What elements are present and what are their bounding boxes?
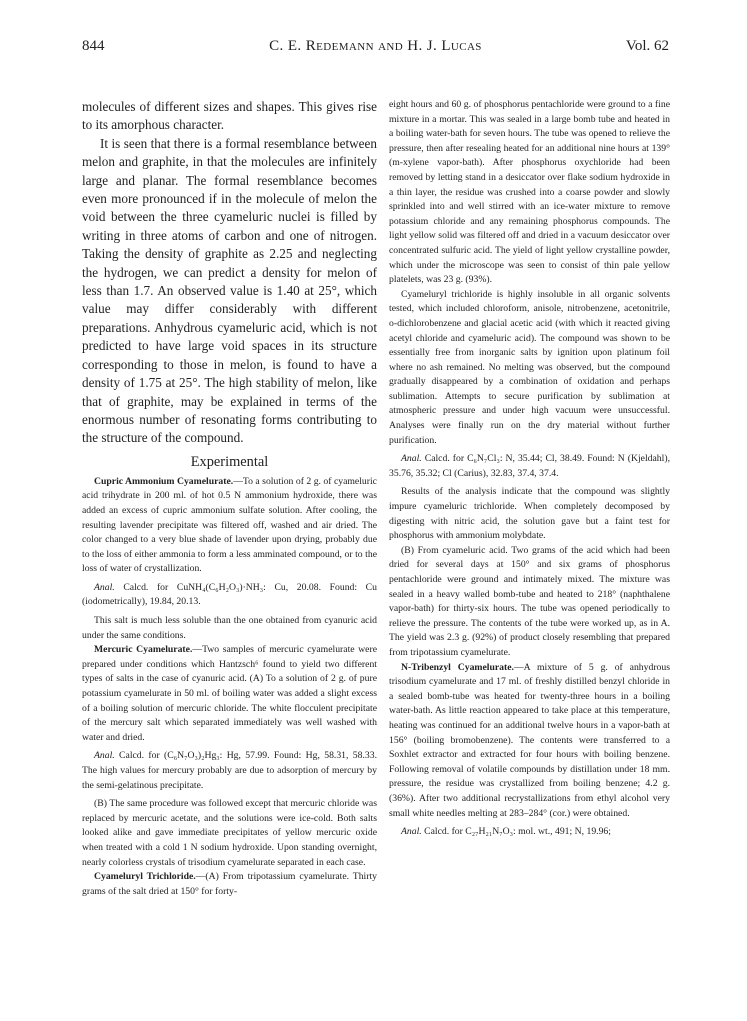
paragraph-trichloride: Cyameluryl Trichloride.—(A) From tripotassium cyamelurate. Thirty grams of the salt dried at 150° for forty- <box>82 871 377 897</box>
paragraph-analysis-results: Results of the analysis indicate that the compound was slightly impure cyameluric trichloride. When completely decomposed by digesting with nitric acid, the solution gave but a faint test for phosphorus with ammonium molybdate. <box>389 486 670 542</box>
paragraph-mercuric: Mercuric Cyamelurate.—Two samples of mercuric cyamelurate were prepared under conditions which Hantzsch⁶ found to yield two different types of salts in the case of cyanuric acid. (A) To a solution of 2 g. of pure potassium cyamelurate in 50 ml. of boiling water was added a slight excess of a boiling solution of mercuric chloride. The white flocculent precipitate of the mercury salt which separated immediately was well washed with water and dried. <box>82 644 377 743</box>
paragraph-solubility-note: This salt is much less soluble than the one obtained from cyanuric acid under the same conditions. <box>82 615 377 641</box>
heading-mercuric: Mercuric Cyamelurate. <box>94 644 193 656</box>
paragraph-tribenzyl: N-Tribenzyl Cyamelurate.—A mixture of 5 g. of anhydrous trisodium cyamelurate and 17 ml. of freshly distilled benzyl chloride in a sealed bomb-tube was heated for twenty-three hours in a boiling water-bath. As little reaction appeared to take place at this temperature, heating was continued for an additional twelve hours in a vapor-bath at 156° (boiling bromobenzene). The contents were transferred to a Soxhlet extractor and extracted for four hours with boiling benzene. Following removal of volatile compounds by distillation under 18 mm. pressure, the residue was crystallized from boiling benzene; 4.2 g. (36%). After two additional recrystallizations from ethyl alcohol very small white needles melting at 283–284° (cor.) were obtained. <box>389 661 670 819</box>
analysis-trichloride: Anal. Calcd. for C₆N₇Cl₃: N, 35.44; Cl, 38.49. Found: N (Kjeldahl), 35.76, 35.32; Cl (Carius), 32.83, 37.4, 37.4. <box>389 453 670 479</box>
heading-tribenzyl: N-Tribenzyl Cyamelurate. <box>401 661 514 673</box>
right-column <box>389 98 670 840</box>
running-header <box>82 38 669 58</box>
paragraph-from-cyameluric-acid: (B) From cyameluric acid. Two grams of the acid which had been dried for several days at 150° and six grams of phosphorus pentachloride were ground and intimately mixed. The mixture was sealed in a heavy walled bomb-tube and heated to 218° (naphthalene vapor-bath) for thirty-six hours. The tube was opened periodically to relieve the pressure. The contents of the tube were worked up, as in A. The yield was 2.3 g. (92%) of product closely resembling that prepared from tripotassium cyamelurate. <box>389 544 670 658</box>
heading-cupric-ammonium: Cupric Ammonium Cyamelurate. <box>94 475 234 487</box>
paragraph-cupric-ammonium: Cupric Ammonium Cyamelurate.—To a solution of 2 g. of cyameluric acid trihydrate in 200 ml. of hot 0.5 N ammonium hydroxide, there was added an excess of cupric ammonium sulfate solution. After cooling, the resulting lavender precipitate was filtered off, washed and air dried. The color changed to a very blue shade of lavender upon drying, probably due to the loss of either ammonia to form a less amminated compound, or to the loss of water of crystallization. <box>82 475 377 575</box>
paragraph-amorphous: molecules of different sizes and shapes. This gives rise to its amorphous character. <box>82 99 377 133</box>
paragraph-insolubility: Cyameluryl trichloride is highly insoluble in all organic solvents tested, which included chloroform, anisole, nitrobenzene, acetonitrile, o-dichlorobenzene and glacial acetic acid (with which it reacted giving acetyl chloride and cyameluric acid). The compound was shown to be essentially free from inorganic salts by ignition upon platinum foil where no ash remained. No melting was observed, but the compound gradually disappeared by a combination of oxidation and perhaps sublimation. Attempts to secure purification by sublimation at atmospheric pressure and under high vacuum were unsuccessful. Analyses were finally run on the dry material without further purification. <box>389 288 670 446</box>
section-heading-experimental: Experimental <box>190 453 269 470</box>
analysis-tribenzyl: Anal. Calcd. for C₂₇H₂₁N₇O₃: mol. wt., 491; N, 19.96; <box>401 826 611 838</box>
heading-trichloride: Cyameluryl Trichloride. <box>94 871 196 883</box>
paragraph-graphite-resemblance: It is seen that there is a formal resemblance between melon and graphite, in that the molecules are infinitely large and planar. The formal resemblance becomes even more pronounced if in the molecule of melon the void between the three cyameluric nuclei is filled by writing in three atoms of carbon and one of nitrogen. Taking the density of graphite as 2.25 and neglecting the hydrogen, we can predict a density for melon of less than 1.7. An observed value is 1.40 at 25°, which value may differ considerably with different preparations. Anhydrous cyameluric acid, which is not predicted to have large void spaces in its structure corresponding to those in melon, is found to have a density of 1.75 at 25°. The high stability of melon, like that of graphite, may be explained in terms of the enormous number of resonating forms contributing to the structure of the compound. <box>82 135 377 446</box>
running-authors: C. E. Redemann and H. J. Lucas <box>269 38 482 54</box>
paragraph-trichloride-cont: eight hours and 60 g. of phosphorus pentachloride were ground to a fine mixture in a mortar. This was sealed in a large bomb tube and heated in a boiling water-bath for seven hours. The tube was opened to relieve the pressure, then after resealing heated for an additional nine hours at 139° (m-xylene vapor-bath). After phosphorus oxychloride had been removed by letting stand in a desiccator over flake sodium hydroxide in a thin layer, the residue was crushed into a coarse powder and slowly sprinkled into and well stirred with an ice-water mixture to remove potassium chloride and any remaining phosphorus compounds. The light yellow solid was filtered off and dried in a vacuum desiccator over concentrated sulfuric acid. The yield of light yellow crystalline powder, which under the microscope was seen to consist of thin pale yellow platelets, was 23 g. (93%). <box>389 99 670 286</box>
volume-label: Vol. 62 <box>625 38 669 54</box>
paragraph-mercuric-b: (B) The same procedure was followed except that mercuric chloride was replaced by mercuric acetate, and the solutions were ice-cold. Both salts looked alike and gave immediate precipitates of yellow mercuric oxide when treated with a cold 1 N sodium hydroxide. Upon standing overnight, nearly colorless crystals of trisodium cyamelurate separated in each case. <box>82 798 377 868</box>
left-column <box>82 98 377 899</box>
analysis-mercuric: Anal. Calcd. for (C₆N₇O₃)₂Hg₃: Hg, 57.99. Found: Hg, 58.31, 58.33. The high values for mercury probably are due to adsorption of mercury by the semi-gelatinous precipitate. <box>82 750 377 791</box>
page-number: 844 <box>82 38 105 54</box>
analysis-cupric: Anal. Calcd. for CuNH₄(C₆H₂O₃)·NH₃: Cu, 20.08. Found: Cu (iodometrically), 19.84, 20.13. <box>82 581 377 608</box>
